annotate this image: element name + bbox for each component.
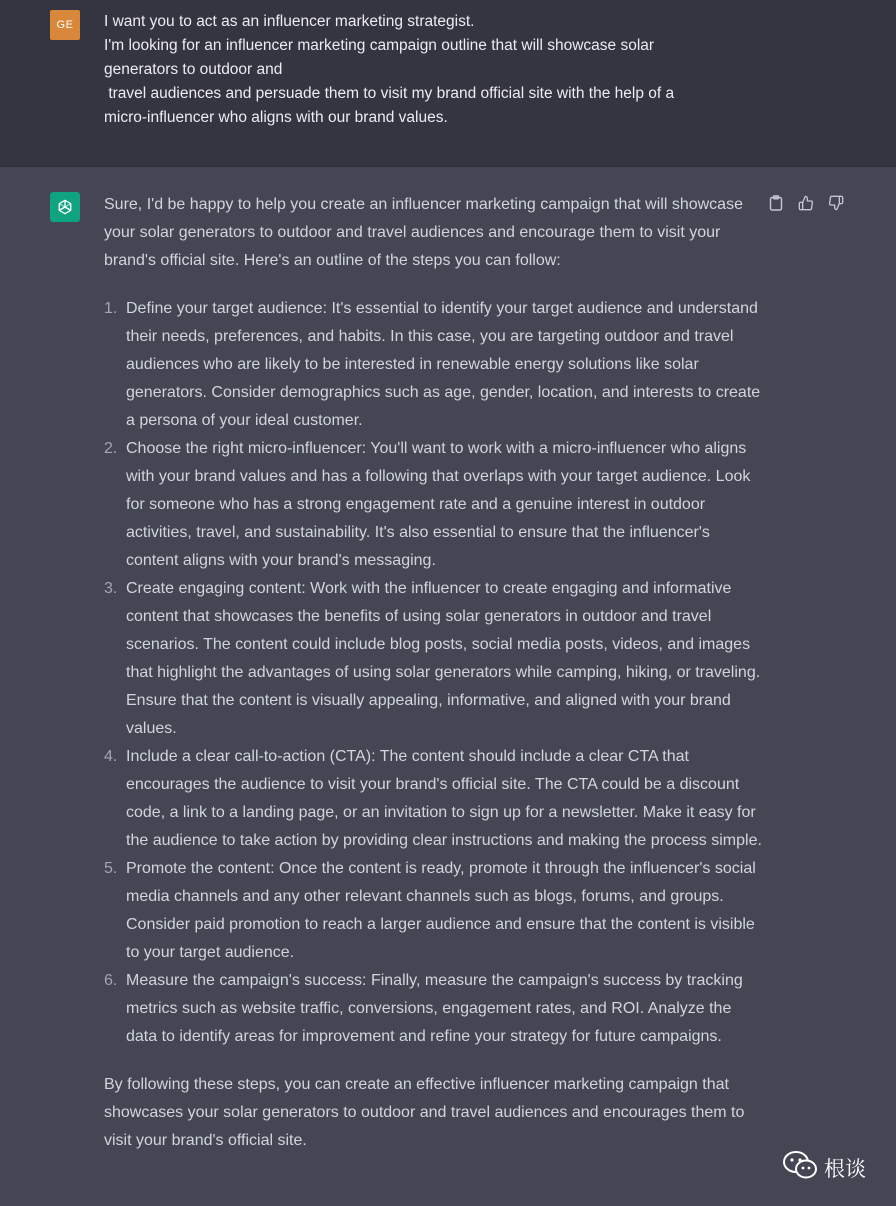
list-item-text: Measure the campaign's success: Finally, measure the campaign's success by tracking metrics such as website traffic, conversions, engagement rates, and ROI. Analyze the data to identify areas for improvement and refine your strategy for future campaigns. <box>126 972 743 1045</box>
watermark <box>782 1150 866 1186</box>
steps-list <box>104 295 764 1051</box>
list-item <box>104 295 764 435</box>
list-item-number: 1. <box>104 300 118 317</box>
list-item-text: Choose the right micro-influencer: You'll want to work with a micro-influencer who aligns with your brand values and has a following that overlaps with your target audience. Look for someone who has a strong engagement rate and a genuine interest in outdoor activities, travel, and sustainability. It's also essential to ensure that the influencer's content aligns with your brand's messaging. <box>126 440 751 569</box>
list-item-text: Include a clear call-to-action (CTA): The content should include a clear CTA that encourages the audience to visit your brand's official site. The CTA could be a discount code, a link to a landing page, or an invitation to sign up for a newsletter. Make it easy for the audience to take action by providing clear instructions and making the process simple. <box>126 748 762 849</box>
user-message-line: I'm looking for an influencer marketing campaign outline that will showcase solar generators to outdoor and <box>104 37 659 78</box>
list-item-number: 3. <box>104 580 118 597</box>
list-item-text: Promote the content: Once the content is ready, promote it through the influencer's social media channels and any other relevant channels such as blogs, forums, and groups. Consider paid promotion to reach a larger audience and ensure that the content is visible to your target audience. <box>126 860 756 961</box>
user-message <box>0 0 896 167</box>
list-item <box>104 855 764 967</box>
assistant-message-text <box>104 191 764 1155</box>
list-item-text: Create engaging content: Work with the influencer to create engaging and informative content that showcases the benefits of using solar generators in outdoor and travel scenarios. The content could include blog posts, social media posts, videos, and images that highlight the advantages of using solar generators while camping, hiking, or traveling. Ensure that the content is visually appealing, informative, and aligned with your brand values. <box>126 580 761 737</box>
message-actions <box>768 195 844 211</box>
list-item <box>104 435 764 575</box>
list-item <box>104 743 764 855</box>
list-item <box>104 575 764 743</box>
list-item-text: Define your target audience: It's essential to identify your target audience and understand their needs, preferences, and habits. In this case, you are targeting outdoor and travel audiences who are likely to be interested in renewable energy solutions like solar generators. Consider demographics such as age, gender, location, and interests to create a persona of your ideal customer. <box>126 300 761 429</box>
reply-intro: Sure, I'd be happy to help you create an influencer marketing campaign that will showcase your solar generators to outdoor and travel audiences and encourage them to visit your brand's official site. Here's an outline of the steps you can follow: <box>104 196 743 269</box>
list-item-number: 6. <box>104 972 118 989</box>
thumbs-down-icon[interactable] <box>828 195 844 211</box>
list-item-number: 2. <box>104 440 118 457</box>
user-avatar: GE <box>50 10 80 40</box>
wechat-icon <box>782 1150 818 1186</box>
clipboard-icon[interactable] <box>768 195 784 211</box>
watermark-text: 根谈 <box>824 1158 866 1181</box>
thumbs-up-icon[interactable] <box>798 195 814 211</box>
assistant-message <box>0 167 896 1206</box>
openai-logo-icon <box>50 192 80 222</box>
list-item-number: 5. <box>104 860 118 877</box>
list-item <box>104 967 764 1051</box>
user-message-line: travel audiences and persuade them to visit my brand official site with the help of a micro-influencer who aligns with our brand values. <box>104 85 679 126</box>
user-message-line: I want you to act as an influencer marketing strategist. <box>104 13 475 30</box>
user-message-text <box>104 10 764 130</box>
reply-outro: By following these steps, you can create an effective influencer marketing campaign that showcases your solar generators to outdoor and travel audiences and encourages them to visit your brand's official site. <box>104 1076 745 1149</box>
list-item-number: 4. <box>104 748 118 765</box>
